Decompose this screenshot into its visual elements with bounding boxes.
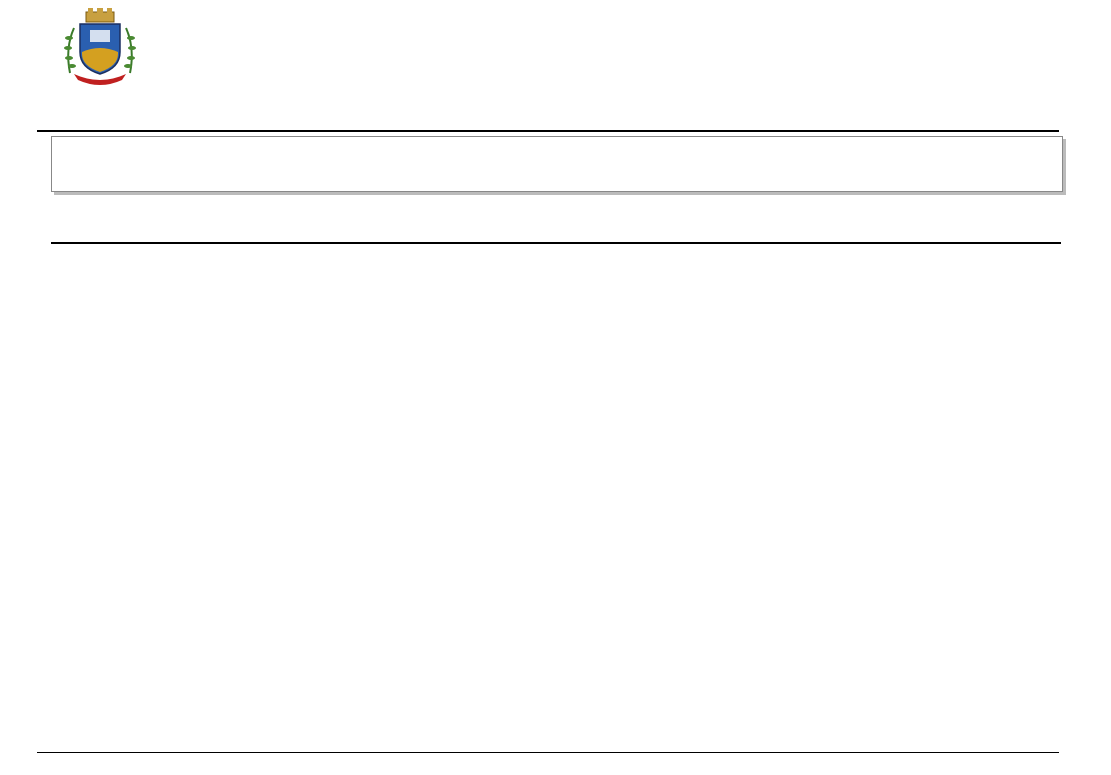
org-divider xyxy=(51,242,1061,244)
header-divider xyxy=(37,130,1059,132)
municipal-coat-of-arms-logo xyxy=(60,8,140,88)
footer-divider xyxy=(37,752,1059,753)
column-header-box xyxy=(51,136,1063,192)
